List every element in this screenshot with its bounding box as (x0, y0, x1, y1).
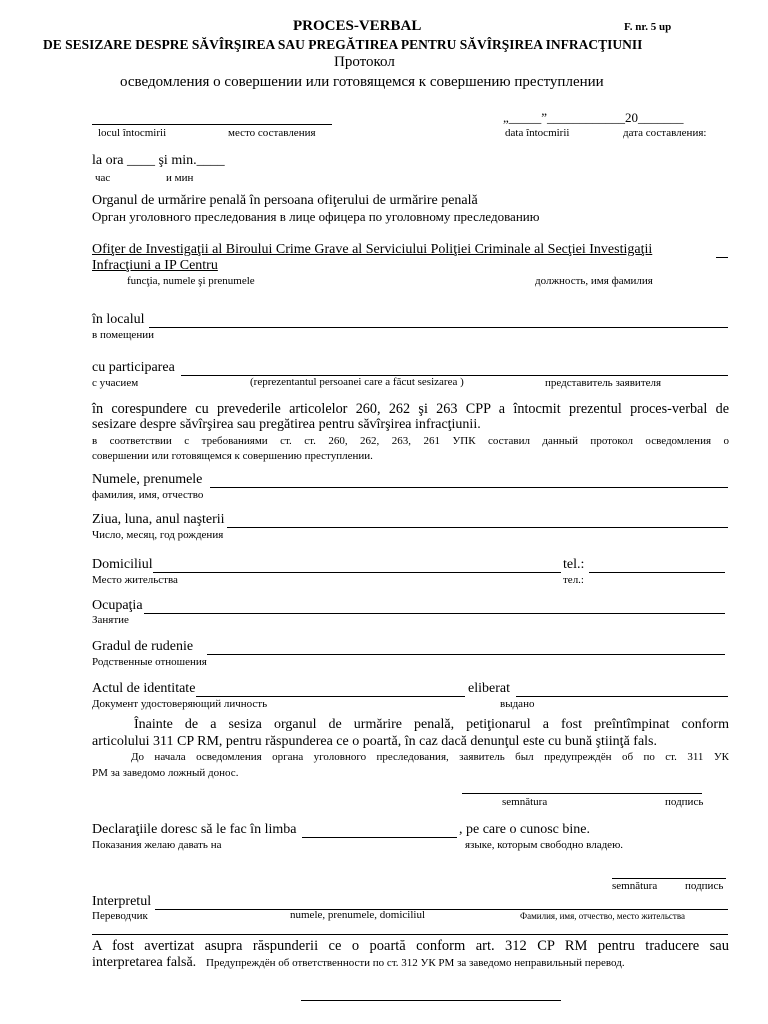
form-number: F. nr. 5 up (624, 21, 672, 33)
name-label-ro: Numele, prenumele (92, 472, 203, 487)
occupation-label-ro: Ocupaţia (92, 598, 143, 613)
interpreter-extra-line[interactable] (92, 934, 728, 935)
officer-line-2: Infracţiuni a IP Centru (92, 258, 218, 273)
name-field[interactable] (210, 487, 728, 488)
name-label-ru: фамилия, имя, отчество (92, 489, 204, 501)
interpreter-note-ru: Фамилия, имя, отчество, место жительства (520, 911, 685, 921)
warning-311-ru-line-1: До начала осведомления органа уголовного преследования, заявитель был предупреждён об по ст. 311 УК (131, 751, 729, 763)
warning-312-ro-line-1: A fost avertizat asupra răspunderii ce o poartă conform art. 312 CP RM pentru traducere sau (92, 938, 729, 954)
tel-field[interactable] (589, 572, 725, 573)
signature-1-field[interactable] (462, 793, 702, 794)
statement-ro-line-1: în corespundere cu prevederile articolelor 260, 262 şi 263 CPP a întocmit prezentul proces-verbal de (92, 401, 729, 417)
birth-field[interactable] (227, 527, 728, 528)
language-label-ro: Declaraţiile doresc să le fac în limba (92, 822, 297, 837)
signature-2-label-ro: semnătura (612, 880, 658, 892)
domicile-label-ro: Domiciliul (92, 557, 153, 572)
language-label-ru: Показания желаю давать на (92, 839, 222, 851)
title-ro: PROCES-VERBAL (293, 18, 422, 34)
hour-label-ru: час (95, 172, 111, 184)
id-label-ro: Actul de identitate (92, 681, 196, 696)
officer-label-ro: funcţia, numele şi prenumele (127, 275, 255, 287)
place-line[interactable] (92, 124, 332, 125)
occupation-label-ru: Занятие (92, 614, 129, 626)
issued-label-ru: выдано (500, 698, 535, 710)
signature-1-label-ro: semnătura (502, 796, 548, 808)
final-signature-field[interactable] (301, 1000, 561, 1001)
statement-ru-line-1: в соответствии с требованиями ст. ст. 260, 262, 263, 261 УПК составил данный протокол осведомления о (92, 435, 729, 447)
subtitle-ru: осведомления о совершении или готовящемся к совершению преступлении (120, 74, 604, 90)
birth-label-ro: Ziua, luna, anul naşterii (92, 512, 225, 527)
warning-311-ro-line-2: articolului 311 CP RM, pentru răspunderea ce o poartă, în caz dacă denunţul este cu bună ştiinţă fals. (92, 734, 658, 749)
officer-label-ru: должность, имя фамилия (535, 275, 653, 287)
interpreter-label-ro: Interpretul (92, 894, 152, 909)
officer-line-1: Ofiţer de Investigaţii al Biroului Crime Grave al Serviciului Poliţiei Criminale al Secţiei Investigaţii (92, 242, 653, 257)
tel-label-ru: тел.: (563, 574, 584, 586)
language-suffix-ru: языке, которым свободно владею. (465, 839, 624, 851)
date-label-ro: data întocmirii (505, 127, 570, 139)
kinship-label-ro: Gradul de rudenie (92, 639, 194, 654)
interpreter-label-ru: Переводчик (92, 910, 148, 922)
participation-label-ro: cu participarea (92, 360, 175, 375)
premises-label-ro: în localul (92, 312, 145, 327)
organ-ru: Орган уголовного преследования в лице офицера по уголовному преследованию (92, 209, 540, 224)
premises-field[interactable] (149, 327, 728, 328)
language-suffix-ro: , pe care o cunosc bine. (459, 822, 590, 837)
premises-label-ru: в помещении (92, 329, 154, 341)
signature-2-label-ru: подпись (685, 880, 724, 892)
warning-312-ro-line-2: interpretarea falsă. (92, 955, 197, 970)
warning-312-ru: Предупреждён об ответственности по ст. 312 УК РМ за заведомо неправильный перевод. (206, 957, 625, 969)
warning-311-ru-line-2: РМ за заведомо ложный донос. (92, 767, 239, 779)
title-ru: Протокол (334, 54, 395, 70)
language-field[interactable] (302, 837, 457, 838)
participation-note-ro: (reprezentantul persoanei care a făcut sesizarea ) (250, 376, 464, 388)
interpreter-field[interactable] (155, 909, 728, 910)
participation-note-ru: представитель заявителя (545, 377, 662, 389)
interpreter-note-ro: numele, prenumele, domiciliul (290, 909, 426, 921)
officer-line-1-tail (716, 257, 728, 258)
place-label-ru: место составления (228, 127, 316, 139)
issued-field[interactable] (516, 696, 728, 697)
statement-ro-line-2: sesizare despre săvîrşirea sau pregătirea pentru săvîrşirea infracţiunii. (92, 417, 481, 432)
statement-ru-line-2: совершении или готовящемся к совершению преступлении. (92, 450, 373, 462)
domicile-field[interactable] (153, 572, 561, 573)
signature-1-label-ru: подпись (665, 796, 704, 808)
organ-ro: Organul de urmărire penală în persoana ofiţerului de urmărire penală (92, 193, 478, 208)
participation-label-ru: с учасием (92, 377, 139, 389)
kinship-field[interactable] (207, 654, 725, 655)
kinship-label-ru: Родственные отношения (92, 656, 207, 668)
date-line[interactable]: „_____”____________20_______ (503, 110, 684, 125)
occupation-field[interactable] (144, 613, 725, 614)
domicile-label-ru: Место жительства (92, 574, 178, 586)
id-field[interactable] (196, 696, 465, 697)
subtitle-ro: DE SESIZARE DESPRE SĂVÎRŞIREA SAU PREGĂTIREA PENTRU SĂVÎRŞIREA INFRACŢIUNII (43, 37, 643, 52)
time-line[interactable]: la ora ____ şi min.____ (92, 153, 225, 168)
issued-label-ro: eliberat (468, 681, 510, 696)
id-label-ru: Документ удостоверяющий личность (92, 698, 268, 710)
place-label-ro: locul întocmirii (98, 127, 167, 139)
birth-label-ru: Число, месяц, год рождения (92, 529, 224, 541)
warning-311-ro-line-1: Înainte de a sesiza organul de urmărire penală, petiţionarul a fost preîntîmpinat conform (134, 717, 729, 732)
tel-label-ro: tel.: (563, 557, 585, 572)
minute-label-ru: и мин (166, 172, 194, 184)
signature-2-field[interactable] (612, 878, 726, 879)
date-label-ru: дата составления: (623, 127, 707, 139)
